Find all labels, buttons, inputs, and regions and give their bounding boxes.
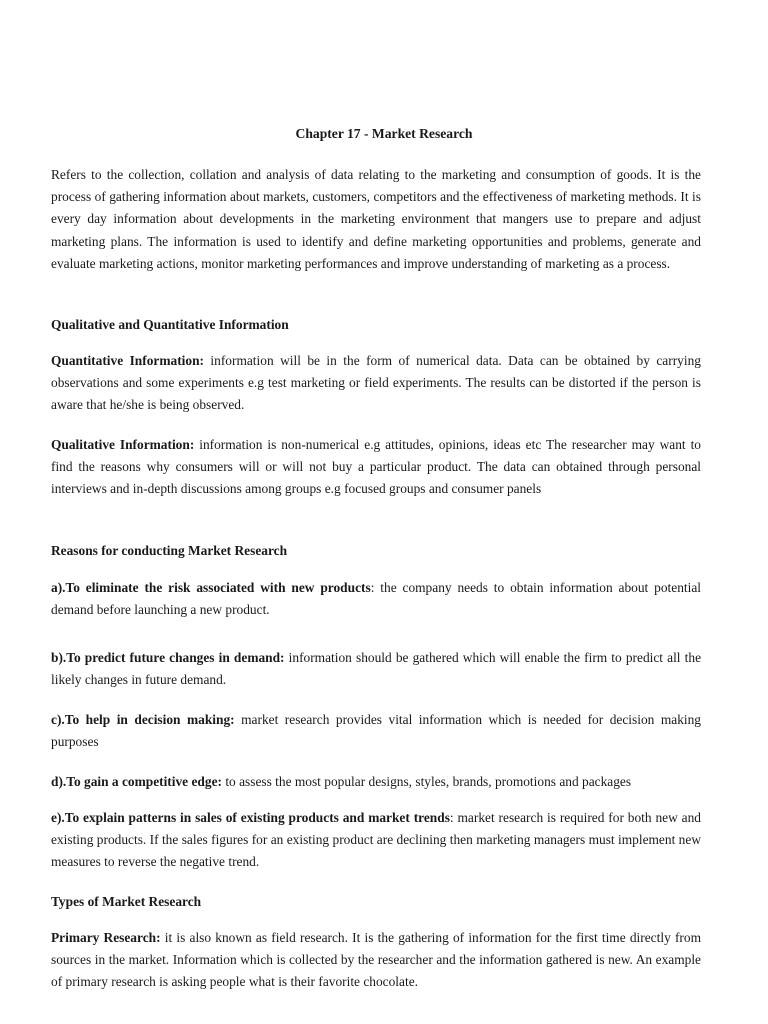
page-title: Chapter 17 - Market Research xyxy=(295,126,473,141)
reason-a-text: : the company needs to obtain information about potential demand before launching a new product. xyxy=(51,580,701,618)
section-heading-reasons: Reasons for conducting Market Research xyxy=(51,543,288,558)
reason-b-term: b).To predict future changes in demand: xyxy=(51,650,285,665)
intro-paragraph: Refers to the collection, collation and analysis of data relating to the marketing and consumption of goods. It is the process of gathering information about markets, customers, competitors and the effectiveness of marketing methods. It is every day information about developments in the marketing environment that mangers use to prepare and adjust marketing plans. The information is used to identify and define marketing opportunities and problems, generate and evaluate marketing actions, monitor marketing performances and improve understanding of marketing as a process. xyxy=(51,167,701,271)
reason-c-text: market research provides vital information which is needed for decision making purposes xyxy=(51,712,701,750)
quantitative-term: Quantitative Information: xyxy=(51,353,204,368)
section-heading-information: Qualitative and Quantitative Information xyxy=(51,317,289,332)
reason-d-term: d).To gain a competitive edge: xyxy=(51,774,222,789)
reason-b-paragraph xyxy=(51,647,701,691)
reason-a-term: a).To eliminate the risk associated with new products xyxy=(51,580,371,595)
primary-research-text: it is also known as field research. It is the gathering of information for the first time directly from sources in the market. Information which is collected by the researcher and the information gathered is new. An example of primary research is asking people what is their favorite chocolate. xyxy=(51,930,701,990)
reason-e-paragraph xyxy=(51,807,701,874)
reason-e-term: e).To explain patterns in sales of existing products and market trends xyxy=(51,810,450,825)
primary-research-paragraph xyxy=(51,927,701,994)
reason-d-text: to assess the most popular designs, styles, brands, promotions and packages xyxy=(221,774,632,789)
reason-c-paragraph xyxy=(51,709,701,753)
qualitative-text: information is non-numerical e.g attitudes, opinions, ideas etc The researcher may want to find the reasons why consumers will or will not buy a particular product. The data can obtained through personal interviews and in-depth discussions among groups e.g focused groups and consumer panels xyxy=(51,437,701,497)
section-heading-types: Types of Market Research xyxy=(51,894,202,909)
qualitative-term: Qualitative Information: xyxy=(51,437,195,452)
reason-c-term: c).To help in decision making: xyxy=(51,712,235,727)
primary-research-term: Primary Research: xyxy=(51,930,161,945)
quantitative-paragraph xyxy=(51,350,701,417)
quantitative-text: information will be in the form of numerical data. Data can be obtained by carrying observations and some experiments e.g test marketing or field experiments. The results can be distorted if the person is aware that he/she is being observed. xyxy=(51,353,701,413)
reason-b-text: information should be gathered which will enable the firm to predict all the likely changes in future demand. xyxy=(51,650,702,688)
reason-a-paragraph xyxy=(51,577,701,621)
reason-e-text: : market research is required for both new and existing products. If the sales figures for an existing product are declining then marketing managers must implement new measures to reverse the negative trend. xyxy=(51,810,701,870)
reason-d-paragraph xyxy=(51,771,701,793)
qualitative-paragraph xyxy=(51,434,701,501)
